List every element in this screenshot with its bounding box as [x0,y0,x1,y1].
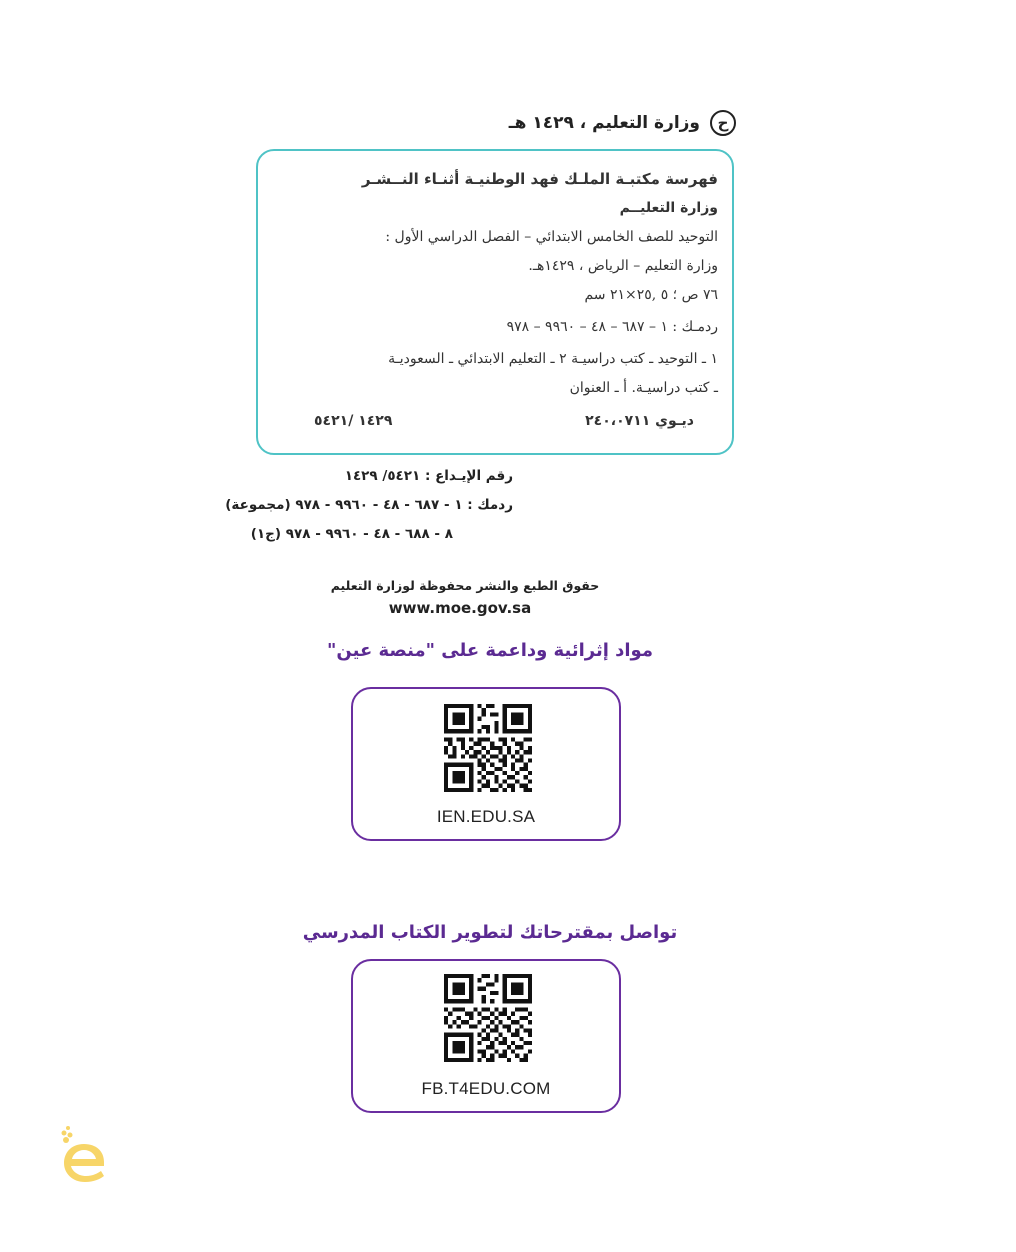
dewey-row [314,407,694,436]
catalog-imprint-line: وزارة التعليم – الرياض ، ١٤٢٩هـ. [528,258,718,274]
catalog-subjects-line-2: ـ كتب دراسيـة. أ ـ العنوان [569,380,718,396]
copyright-line [336,106,736,140]
deposit-number: رقم الإيـداع : ٥٤٢١/ ١٤٢٩ [344,468,513,484]
copyright-text: وزارة التعليم ، ١٤٢٩ هـ [508,113,700,133]
cataloging-card [256,149,734,455]
isbn-part: ٨ - ٦٨٨ - ٤٨ - ٩٩٦٠ - ٩٧٨ (ج١) [250,526,453,542]
copyright-symbol: ح [710,110,736,136]
rights-text: حقوق الطبع والنشر محفوظة لوزارة التعليم [330,578,600,593]
website-link[interactable]: www.moe.gov.sa [388,599,532,617]
dewey-label: ديـوي ٢٤٠،٠٧١١ [585,413,694,429]
catalog-publisher: وزارة التعليــم [619,200,718,216]
feedback-section-title: تواصل بمقترحاتك لتطوير الكتاب المدرسي [302,922,678,943]
ien-section-title: مواد إثرائية وداعمة على "منصة عين" [327,640,653,661]
qr-code-icon[interactable] [444,704,532,792]
ien-qr-card[interactable] [351,687,621,841]
catalog-pages-line: ٧٦ ص ؛ ٥ ,٢٥×٢١ سم [584,287,718,303]
dewey-number: ١٤٢٩ /٥٤٢١ [314,413,393,429]
deposit-block [180,462,513,549]
logo-icon [58,1124,110,1186]
catalog-title-line: التوحيد للصف الخامس الابتدائي – الفصل الدراسي الأول : [385,229,718,245]
feedback-qr-card[interactable] [351,959,621,1113]
catalog-isbn-line: ردمـك : ١ – ٦٨٧ – ٤٨ – ٩٩٦٠ – ٩٧٨ [506,319,718,335]
catalog-subjects-line: ١ ـ التوحيد ـ كتب دراسيـة ٢ ـ التعليم الابتدائي ـ السعوديـة [388,351,718,367]
ien-url[interactable]: IEN.EDU.SA [436,807,536,826]
isbn-set: ردمك : ١ - ٦٨٧ - ٤٨ - ٩٩٦٠ - ٩٧٨ (مجموعة) [225,497,513,513]
qr-code-icon[interactable] [444,974,532,1062]
catalog-heading: فهرسة مكتبـة الملـك فهد الوطنيـة أثنـاء النــشـر [361,170,718,188]
feedback-url[interactable]: FB.T4EDU.COM [421,1079,551,1098]
